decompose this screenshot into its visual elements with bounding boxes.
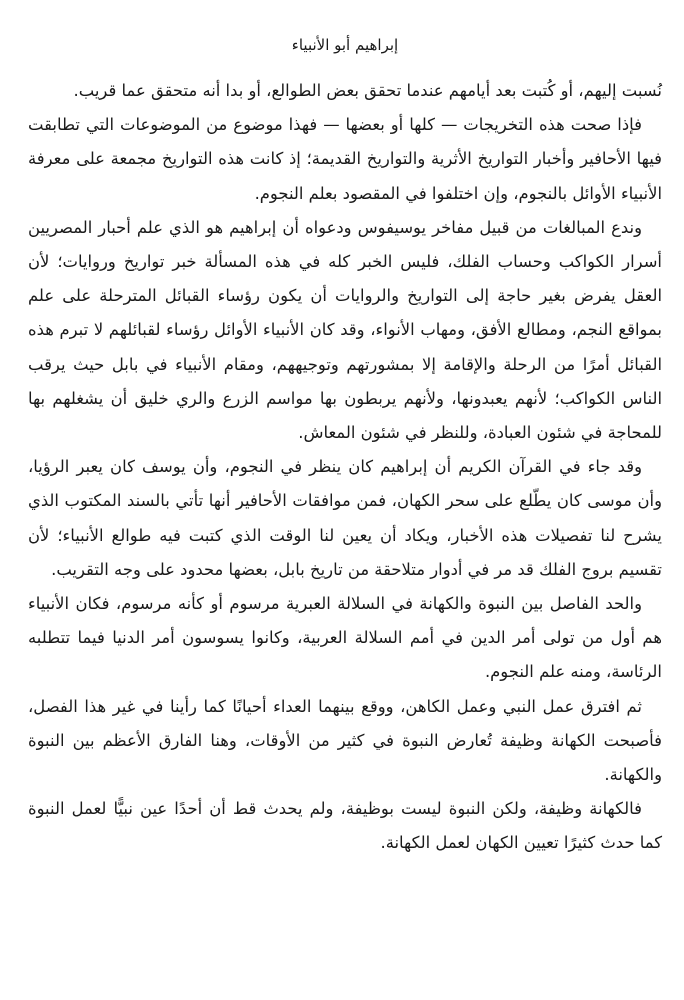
running-head: إبراهيم أبو الأنبياء	[291, 36, 399, 54]
body-text	[28, 74, 662, 861]
paragraph: فإذا صحت هذه التخريجات — كلها أو بعضها — فهذا موضوع من الموضوعات التي تطابقت فيها الأحافير وأخبار التواريخ الأثرية والتواريخ القديمة؛ إذ كانت هذه التواريخ مجمعة على معرفة الأنبياء الأوائل بالنجوم، وإن اختلفوا في المقصود بعلم النجوم.	[28, 115, 662, 203]
paragraph: وندع المبالغات من قبيل مفاخر يوسيفوس ودعواه أن إبراهيم هو الذي علم أحبار المصريين أسرار الكواكب وحساب الفلك، فليس الخبر كله في هذه المسألة خبر تواريخ وروايات؛ لأن العقل يفرض بغير حاجة إلى التواريخ والروايات أن يكون رؤساء القبائل المترحلة على علم بمواقع النجم، ومطالع الأفق، ومهاب الأنواء، وقد كان الأنبياء الأوائل رؤساء لقبائلهم لا تبرم هذه القبائل أمرًا من الرحلة والإقامة إلا بمشورتهم وتوجيههم، ومقام الأنبياء في بابل حيث يرقب الناس الكواكب؛ لأنهم يعبدونها، ولأنهم يربطون بها مواسم الزرع والري خليق أن يشغلهم بها للمحاجة في شئون العبادة، وللنظر في شئون المعاش.	[28, 217, 662, 443]
paragraph: والحد الفاصل بين النبوة والكهانة في السلالة العبرية مرسوم أو كأنه مرسوم، فكان الأنبياء هم أول من تولى أمر الدين في أمم السلالة العربية، وكانوا يسوسون أمر الدنيا فيما تتطلبه الرئاسة، ومنه علم النجوم.	[28, 594, 662, 682]
paragraph: وقد جاء في القرآن الكريم أن إبراهيم كان ينظر في النجوم، وأن يوسف كان يعبر الرؤيا، وأن موسى كان يطّلع على سحر الكهان، فمن موافقات الأحافير أنها تأتي بالسند المكتوب الذي يشرح لنا تفصيلات هذه الأخبار، ويكاد أن يعين لنا الوقت الذي كتبت فيه طوالع الأنبياء؛ لأن تقسيم بروج الفلك قد مر في أدوار متلاحقة من تاريخ بابل، بعضها محدود على وجه التقريب.	[28, 457, 662, 579]
paragraph: نُسبت إليهم، أو كُتبت بعد أيامهم عندما تحقق بعض الطوالع، أو بدا أنه متحقق عما قريب.	[73, 81, 662, 100]
paragraph: فالكهانة وظيفة، ولكن النبوة ليست بوظيفة، ولم يحدث قط أن أحدًا عين نبيًّا لعمل النبوة كما حدث كثيرًا تعيين الكهان لعمل الكهانة.	[28, 799, 662, 853]
paragraph: ثم افترق عمل النبي وعمل الكاهن، ووقع بينهما العداء أحيانًا كما رأينا في غير هذا الفصل، فأصبحت الكهانة وظيفة تُعارض النبوة في كثير من الأوقات، وهنا الفارق الأعظم بين النبوة والكهانة.	[28, 696, 662, 785]
